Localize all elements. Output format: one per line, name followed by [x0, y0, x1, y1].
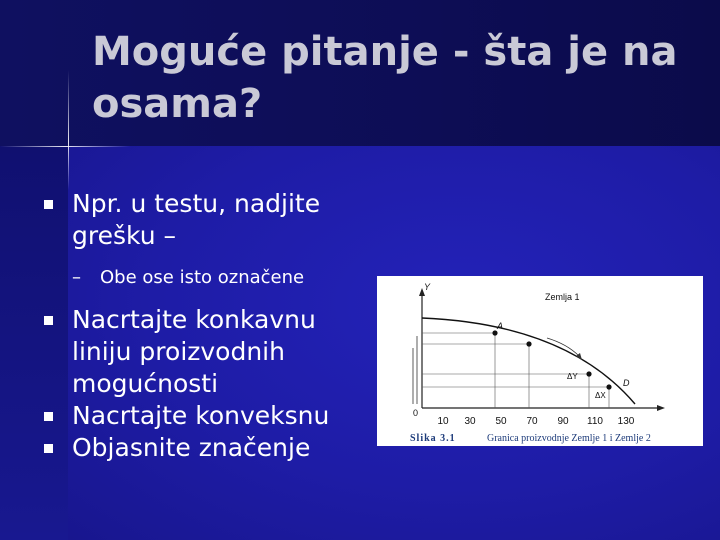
point-b — [526, 341, 531, 346]
square-bullet-icon — [44, 200, 53, 209]
origin-label: 0 — [413, 408, 419, 418]
sub-bullet-item — [44, 266, 374, 290]
bullet-text: Nacrtajte konveksnu — [72, 401, 330, 430]
decorative-line-horizontal — [0, 146, 130, 147]
x-tick-label: 130 — [617, 416, 635, 427]
point-d — [606, 384, 611, 389]
point-c — [586, 371, 591, 376]
figure-caption-label: Slika 3.1 — [410, 433, 456, 444]
decorative-line-vertical — [68, 70, 69, 190]
delta-y-label: ΔY — [567, 372, 578, 381]
ppf-figure — [377, 276, 703, 446]
square-bullet-icon — [44, 316, 53, 325]
x-axis-arrow-icon — [657, 405, 665, 411]
bullet-item — [44, 400, 374, 432]
movement-arrow — [547, 338, 579, 356]
figure-caption-text: Granica proizvodnje Zemlje 1 i Zemlje 2 — [487, 433, 651, 444]
x-tick-label: 90 — [557, 416, 569, 427]
point-a — [492, 330, 497, 335]
left-arrows — [413, 336, 417, 404]
square-bullet-icon — [44, 412, 53, 421]
dash-bullet: – — [72, 267, 81, 288]
square-bullet-icon — [44, 444, 53, 453]
x-tick-label: 70 — [526, 416, 538, 427]
y-axis-label: Y — [424, 282, 431, 292]
curve-label: Zemlja 1 — [545, 292, 580, 302]
bullet-item — [44, 304, 374, 400]
point-d-label: D — [623, 378, 630, 388]
bullet-text: Npr. u testu, nadjite grešku – — [72, 189, 321, 250]
slide-title: Moguće pitanje - šta je na osama? — [92, 29, 678, 127]
ppf-diagram — [377, 276, 703, 446]
guide-lines — [422, 333, 609, 408]
bullet-text: Nacrtajte konkavnu liniju proizvodnih mogućnosti — [72, 305, 316, 398]
x-tick-label: 50 — [495, 416, 507, 427]
bullet-text: Objasnite značenje — [72, 433, 311, 462]
x-tick-label: 10 — [437, 416, 449, 427]
bullet-item — [44, 432, 374, 464]
x-tick-label: 110 — [587, 416, 603, 427]
bullet-item — [44, 188, 374, 252]
sub-bullet-text: Obe ose isto označene — [100, 267, 305, 288]
point-a-label: A — [497, 321, 504, 331]
x-tick-label: 30 — [464, 416, 476, 427]
bullet-list — [44, 188, 374, 464]
delta-x-label: ΔX — [595, 391, 606, 400]
